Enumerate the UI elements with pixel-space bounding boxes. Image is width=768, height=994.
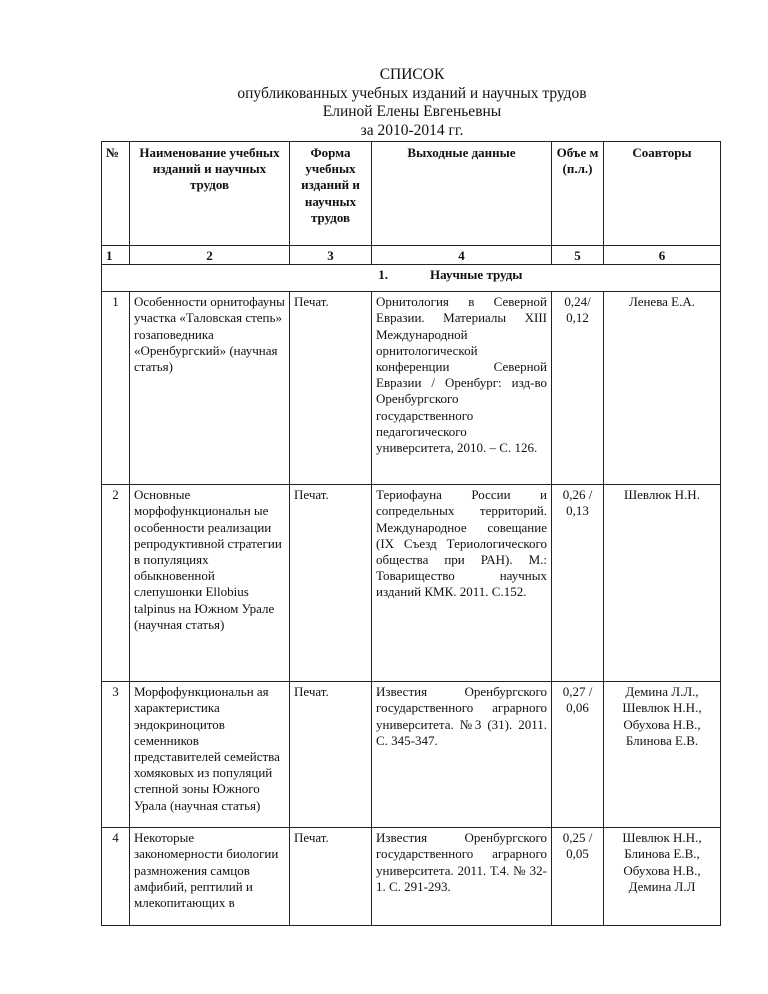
row-number: 3 — [102, 682, 130, 828]
row-volume: 0,25 / 0,05 — [552, 828, 604, 926]
row-output: Орнитология в Северной Евразии. Материалы XIII Международной орнитологической конференции Северной Евразии / Оренбург: изд-во Оренбургского государственного педагогического университета, 2010. – С. 126. — [372, 292, 552, 485]
title-line-1: СПИСОК — [379, 66, 445, 83]
title-line-2: опубликованных учебных изданий и научных трудов — [237, 84, 587, 102]
column-index-row — [102, 246, 721, 265]
row-title: Основные морфофункциональн ые особенности реализации репродуктивной стратегии в популяциях обыкновенной слепушонки Ellobius talpinus на Южном Урале (научная статья) — [130, 485, 290, 682]
row-coauthors: Демина Л.Л., Шевлюк Н.Н., Обухова Н.В., Блинова Е.В. — [604, 682, 721, 828]
row-output: Известия Оренбургского государственного аграрного университета. 2011. Т.4. № 32-1. С. 291-293. — [372, 828, 552, 926]
row-title: Морфофункциональн ая характеристика эндокриноцитов семенников представителей семейства хомяковых из популяций степной зоны Южного Урала (научная статья) — [130, 682, 290, 828]
table-row — [102, 485, 721, 682]
header-form: Форма учебных изданий и научных трудов — [290, 142, 372, 246]
table-row — [102, 682, 721, 828]
table-header-row — [102, 142, 721, 246]
title-line-4: за 2010-2014 гг. — [360, 121, 464, 139]
row-form: Печат. — [290, 682, 372, 828]
row-coauthors: Ленева Е.А. — [604, 292, 721, 485]
section-number: 1. — [378, 267, 388, 283]
section-row — [102, 265, 721, 292]
document-title — [0, 66, 768, 140]
row-volume: 0,26 / 0,13 — [552, 485, 604, 682]
row-number: 1 — [102, 292, 130, 485]
row-title: Особенности орнитофауны участка «Таловская степь» гозаповедника «Оренбургский» (научная статья) — [130, 292, 290, 485]
column-index: 2 — [130, 246, 290, 265]
column-index: 4 — [372, 246, 552, 265]
row-output: Териофауна России и сопредельных территорий. Международное совещание (IX Съезд Териологического общества при РАН). М.: Товарищество научных изданий КМК. 2011. С.152. — [372, 485, 552, 682]
section-title: Научные труды — [430, 267, 523, 283]
column-index: 3 — [290, 246, 372, 265]
publications-table — [101, 141, 721, 926]
header-output: Выходные данные — [372, 142, 552, 246]
header-coauthors: Соавторы — [604, 142, 721, 246]
section-heading — [102, 265, 721, 292]
row-title: Некоторые закономерности биологии размножения самцов амфибий, рептилий и млекопитающих в — [130, 828, 290, 926]
row-number: 4 — [102, 828, 130, 926]
column-index: 5 — [552, 246, 604, 265]
row-coauthors: Шевлюк Н.Н. — [604, 485, 721, 682]
row-form: Печат. — [290, 828, 372, 926]
row-coauthors: Шевлюк Н.Н., Блинова Е.В., Обухова Н.В., Демина Л.Л — [604, 828, 721, 926]
row-output: Известия Оренбургского государственного аграрного университета. №3 (31). 2011. С. 345-347. — [372, 682, 552, 828]
column-index: 1 — [102, 246, 130, 265]
row-number: 2 — [102, 485, 130, 682]
title-line-3: Елиной Елены Евгеньевны — [322, 103, 502, 120]
header-volume: Объе м (п.л.) — [552, 142, 604, 246]
row-volume: 0,24/ 0,12 — [552, 292, 604, 485]
header-num: № — [102, 142, 130, 246]
row-form: Печат. — [290, 485, 372, 682]
table-row — [102, 292, 721, 485]
row-form: Печат. — [290, 292, 372, 485]
header-name: Наименование учебных изданий и научных трудов — [130, 142, 290, 246]
column-index: 6 — [604, 246, 721, 265]
table-row — [102, 828, 721, 926]
row-volume: 0,27 / 0,06 — [552, 682, 604, 828]
